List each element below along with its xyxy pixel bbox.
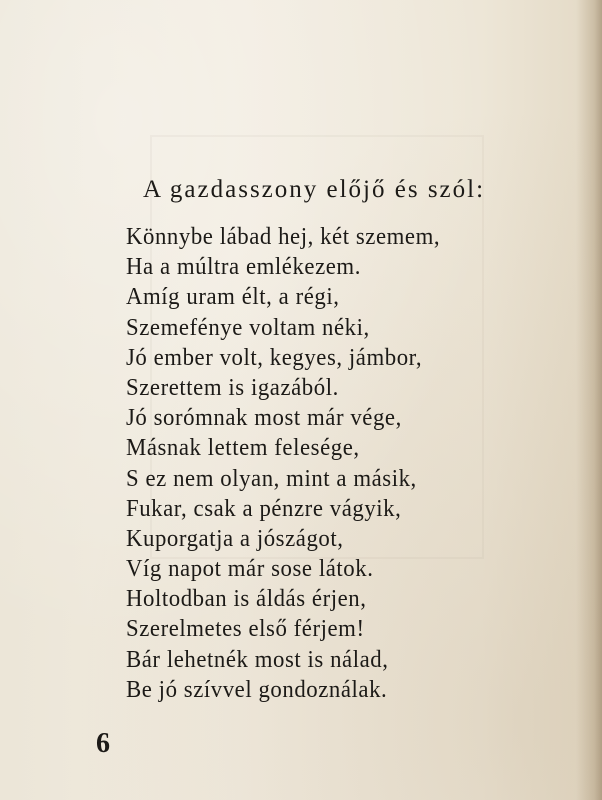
poem-line: Amíg uram élt, a régi, (126, 283, 340, 311)
page-number: 6 (96, 728, 110, 759)
poem-line: Szerelmetes első férjem! (126, 615, 365, 643)
poem-line: Holtodban is áldás érjen, (126, 585, 367, 613)
poem-line: Kuporgatja a jószágot, (126, 524, 344, 552)
poem-line: Szemefénye voltam néki, (126, 313, 370, 341)
poem-line: Másnak lettem felesége, (126, 434, 360, 462)
poem-line: Könnybe lábad hej, két szemem, (126, 223, 441, 250)
stage-direction-heading: A gazdasszony előjő és szól: (143, 176, 486, 203)
spine-shadow (576, 0, 602, 800)
poem-line: Jó ember volt, kegyes, jámbor, (126, 343, 423, 371)
poem-line: Víg napot már sose látok. (126, 555, 374, 583)
poem-line: Ha a múltra emlékezem. (126, 253, 361, 281)
poem-line: Be jó szívvel gondoználak. (126, 675, 388, 703)
poem-line: Jó sorómnak most már vége, (126, 404, 402, 432)
poem-line: Fukar, csak a pénzre vágyik, (126, 494, 402, 522)
poem-line: Bár lehetnék most is nálad, (126, 645, 389, 673)
poem-line: Szerettem is igazából. (126, 373, 339, 401)
poem-line: S ez nem olyan, mint a másik, (126, 464, 417, 492)
poem-text (126, 222, 464, 705)
